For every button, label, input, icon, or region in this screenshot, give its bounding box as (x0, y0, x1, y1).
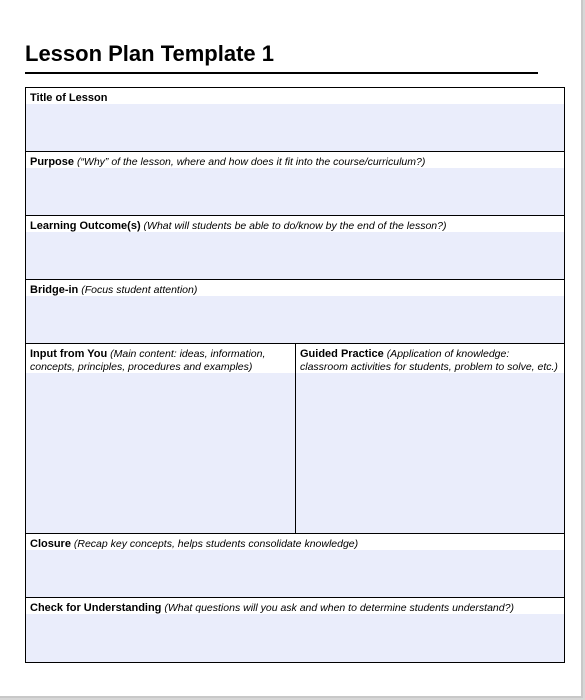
section-label-row (296, 344, 564, 373)
section-label: Purpose (30, 156, 75, 168)
section-check-for-understanding (26, 598, 564, 662)
section-hint: (“Why” of the lesson, where and how does it fit into the course/curriculum?) (76, 156, 426, 168)
document-title: Lesson Plan Template 1 (25, 41, 275, 66)
section-label-row (26, 598, 564, 614)
section-hint: (What will students be able to do/know by the end of the lesson?) (143, 220, 447, 232)
guided-practice-field[interactable] (296, 373, 564, 533)
section-label: Input from You (30, 348, 108, 360)
closure-field[interactable] (26, 550, 564, 597)
section-split-row (26, 344, 564, 534)
section-label-row (26, 88, 564, 104)
section-label-row (26, 344, 295, 373)
purpose-field[interactable] (26, 168, 564, 215)
section-label: Check for Understanding (30, 602, 162, 614)
title-divider (25, 72, 538, 74)
section-input-from-you (26, 344, 296, 533)
section-label-row (26, 280, 564, 296)
section-learning-outcomes (26, 216, 564, 280)
check-for-understanding-field[interactable] (26, 614, 564, 662)
section-closure (26, 534, 564, 598)
section-hint: (Main content: ideas, information, concepts, principles, procedures and examples) (30, 348, 266, 373)
section-label: Closure (30, 538, 71, 550)
bridge-in-field[interactable] (26, 296, 564, 343)
section-hint: (Application of knowledge: classroom activities for students, problem to solve, etc.) (300, 348, 558, 373)
section-label-row (26, 152, 564, 168)
section-hint: (What questions will you ask and when to determine students understand?) (164, 602, 514, 614)
section-title-of-lesson (26, 88, 564, 152)
input-from-you-field[interactable] (26, 373, 295, 533)
section-label-row (26, 534, 564, 550)
section-purpose (26, 152, 564, 216)
section-label: Learning Outcome(s) (30, 220, 141, 232)
section-label: Title of Lesson (30, 92, 108, 104)
section-hint: (Focus student attention) (81, 284, 198, 296)
lesson-plan-form (25, 87, 565, 663)
section-label: Bridge-in (30, 284, 79, 296)
section-bridge-in (26, 280, 564, 344)
title-of-lesson-field[interactable] (26, 104, 564, 151)
section-label-row (26, 216, 564, 232)
section-label: Guided Practice (300, 348, 384, 360)
learning-outcomes-field[interactable] (26, 232, 564, 279)
section-guided-practice (296, 344, 564, 533)
section-hint: (Recap key concepts, helps students consolidate knowledge) (73, 538, 359, 550)
